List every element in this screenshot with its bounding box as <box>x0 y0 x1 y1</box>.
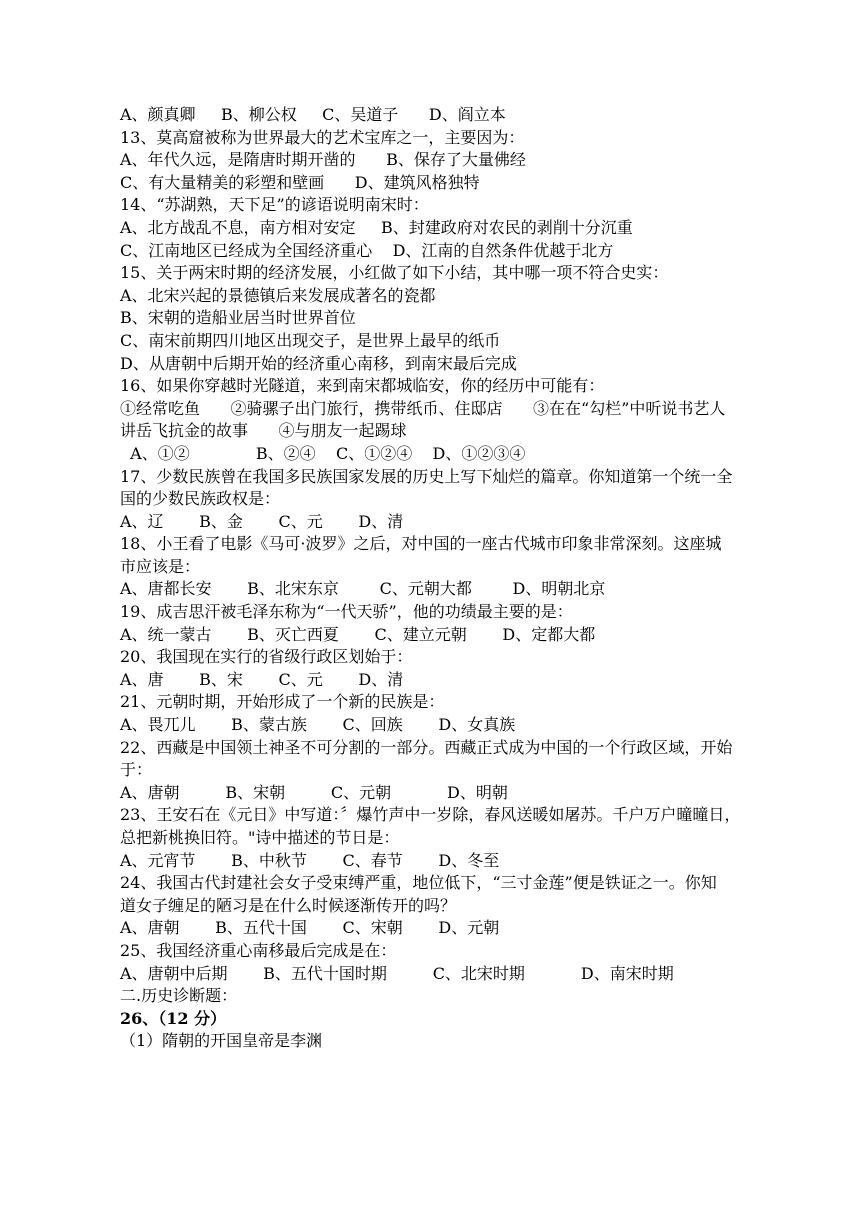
q15-option-d: D、从唐朝中后期开始的经济重心南移，到南宋最后完成 <box>120 353 517 373</box>
q16-options: A、①② B、②④ C、①②④ D、①②③④ <box>120 443 526 463</box>
q16-stem: 16、如果你穿越时光隧道，来到南宋都城临安，你的经历中可能有： <box>120 376 605 396</box>
q12-options: A、颜真卿 B、柳公权 C、吴道子 D、阎立本 <box>120 105 506 124</box>
q16-items-2: 讲岳飞抗金的故事 ④与朋友一起踢球 <box>120 421 407 441</box>
q20-options: A、唐 B、宋 C、元 D、清 <box>120 669 404 689</box>
q17-stem-1: 17、少数民族曾在我国多民族国家发展的历史上写下灿烂的篇章。你知道第一个统一全 <box>120 466 733 486</box>
q17-stem-2: 国的少数民族政权是： <box>120 489 281 509</box>
q14-options-ab: A、北方战乱不息，南方相对安定 B、封建政府对农民的剥削十分沉重 <box>120 217 633 237</box>
q18-options: A、唐都长安 B、北宋东京 C、元朝大都 D、明朝北京 <box>120 579 606 599</box>
q17-options: A、辽 B、金 C、元 D、清 <box>120 511 404 531</box>
q26-item-1: （1）隋朝的开国皇帝是李渊 <box>120 1031 323 1051</box>
q23-stem-2: 总把新桃换旧符。"诗中描述的节日是： <box>120 828 400 847</box>
q21-options: A、畏兀儿 B、蒙古族 C、回族 D、女真族 <box>120 715 516 735</box>
q13-options-cd: C、有大量精美的彩塑和壁画 D、建筑风格独特 <box>120 172 480 192</box>
q13-stem: 13、莫高窟被称为世界最大的艺术宝库之一，主要因为： <box>120 127 525 147</box>
q15-option-a: A、北宋兴起的景德镇后来发展成著名的瓷都 <box>120 285 436 305</box>
q20-stem: 20、我国现在实行的省级行政区划始于： <box>120 647 413 667</box>
q24-stem-1: 24、我国古代封建社会女子受束缚严重，地位低下，“三寸金莲”便是铁证之一。你知 <box>120 873 717 893</box>
q15-option-b: B、宋朝的造船业居当时世界首位 <box>120 308 356 328</box>
q22-options: A、唐朝 B、宋朝 C、元朝 D、明朝 <box>120 782 508 802</box>
q21-stem: 21、元朝时期，开始形成了一个新的民族是： <box>120 692 445 712</box>
q24-stem-2: 道女子缠足的陋习是在什么时候逐渐传开的吗？ <box>120 895 457 915</box>
q22-stem-1: 22、西藏是中国领土神圣不可分割的一部分。西藏正式成为中国的一个行政区域，开始 <box>120 737 733 757</box>
q15-stem: 15、关于两宋时期的经济发展，小红做了如下小结，其中哪一项不符合史实： <box>120 263 669 283</box>
q22-stem-2: 于： <box>120 760 153 780</box>
q25-options: A、唐朝中后期 B、五代十国时期 C、北宋时期 D、南宋时期 <box>120 963 674 983</box>
q26-heading: 26、（12 分） <box>120 1008 227 1028</box>
q15-option-c: C、南宋前期四川地区出现交子，是世界上最早的纸币 <box>120 330 501 350</box>
section-heading: 二.历史诊断题： <box>120 986 238 1006</box>
q24-options: A、唐朝 B、五代十国 C、宋朝 D、元朝 <box>120 918 500 938</box>
q19-stem: 19、成吉思汗被毛泽东称为“一代天骄”，他的功绩最主要的是： <box>120 602 573 622</box>
q25-stem: 25、我国经济重心南移最后完成是在： <box>120 940 397 960</box>
q18-stem-1: 18、小王看了电影《马可·波罗》之后，对中国的一座古代城市印象非常深刻。这座城 <box>120 534 722 554</box>
q14-stem: 14、“苏湖熟，天下足”的谚语说明南宋时： <box>120 195 429 215</box>
q23-stem-1: 23、王安石在《元日》中写道：〞爆竹声中一岁除，春风送暖如屠苏。千户万户曈曈日， <box>120 805 741 825</box>
q13-options-ab: A、年代久远，是隋唐时期开凿的 B、保存了大量佛经 <box>120 150 526 170</box>
q14-options-cd: C、江南地区已经成为全国经济重心 D、江南的自然条件优越于北方 <box>120 240 614 260</box>
q23-options: A、元宵节 B、中秋节 C、春节 D、冬至 <box>120 850 500 870</box>
q18-stem-2: 市应该是： <box>120 556 201 576</box>
q16-items-1: ①经常吃鱼 ②骑骡子出门旅行，携带纸币、住邸店 ③在在“勾栏”中听说书艺人 <box>120 398 726 418</box>
q19-options: A、统一蒙古 B、灭亡西夏 C、建立元朝 D、定都大都 <box>120 624 596 644</box>
